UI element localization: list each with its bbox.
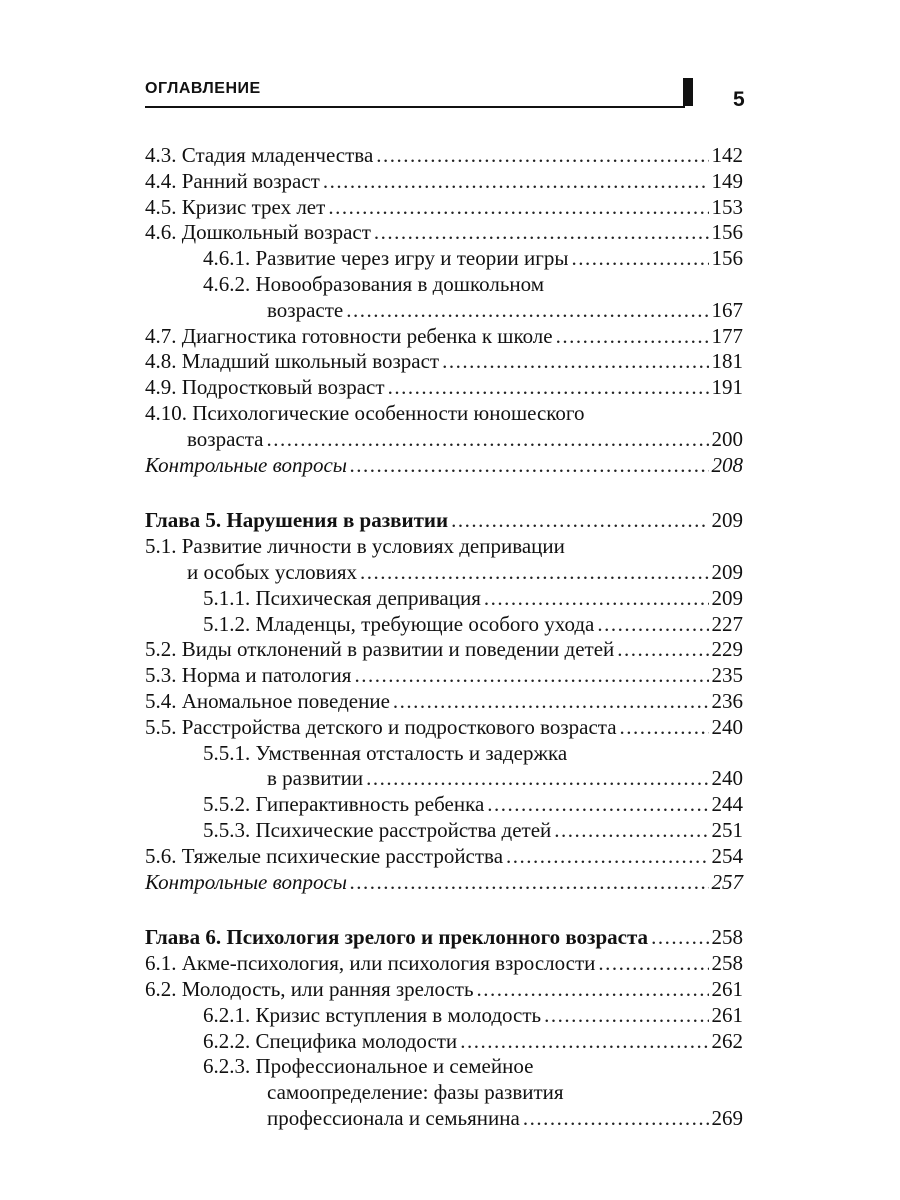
toc-chapter-heading: Глава 5. Нарушения в развитии ..... 209 [145,508,743,534]
leader-dots [523,1106,709,1132]
leader-dots [442,349,708,375]
leader-dots [350,870,708,896]
running-header [145,80,685,108]
toc-page: 235 [711,663,743,688]
toc-page: 240 [711,766,743,791]
toc-entry-review-questions: Контрольные вопросы ..... 257 [145,870,743,896]
toc-entry: 4.5. Кризис трех лет ..... 153 [145,195,743,221]
leader-dots [266,427,708,453]
toc-page: 191 [711,375,743,400]
toc-entry-continuation: возраста ..... 200 [145,427,743,453]
toc-page: 261 [711,1002,743,1027]
toc-entry: 4.6. Дошкольный возраст ..... 156 [145,220,743,246]
toc-entry: 6.2.1. Кризис вступления в молодость ..... 261 [145,1003,743,1029]
leader-dots [597,612,708,638]
running-title: ОГЛАВЛЕНИЕ [145,80,261,97]
toc-entry: 4.10. Психологические особенности юношеского [145,400,585,425]
toc-entry: 4.6.2. Новообразования в дошкольном [203,271,545,296]
toc-entry: 6.2.2. Специфика молодости ..... 262 [145,1029,743,1055]
toc-entry: 5.5. Расстройства детского и подросткового возраста ..... 240 [145,715,743,741]
leader-dots [571,246,708,272]
toc-entry: 4.4. Ранний возраст ..... 149 [145,169,743,195]
toc-page: 181 [711,349,743,374]
leader-dots [323,169,709,195]
leader-dots [393,689,709,715]
leader-dots [388,375,709,401]
toc-entry: 5.5.2. Гиперактивность ребенка ..... 244 [145,792,743,818]
leader-dots [598,951,708,977]
toc-page: 258 [711,951,743,976]
toc-page: 200 [711,426,743,451]
toc-page: 254 [711,843,743,868]
toc-page: 269 [711,1105,743,1130]
toc-page: 229 [711,637,743,662]
toc-entry: 6.1. Акме-психология, или психология взрослости ..... 258 [145,951,743,977]
toc-entry-review-questions: Контрольные вопросы ..... 208 [145,453,743,479]
toc-page: 209 [711,508,743,533]
toc-entry: 5.5.1. Умственная отсталость и задержка [203,740,568,765]
leader-dots [554,818,708,844]
toc-page: 209 [711,559,743,584]
leader-dots [366,766,708,792]
toc-entry: 4.8. Младший школьный возраст ..... 181 [145,349,743,375]
toc-page: 167 [711,297,743,322]
toc-entry-continuation: профессионала и семьянина ..... 269 [145,1106,743,1132]
toc-entry: 6.2.3. Профессиональное и семейное [203,1054,534,1079]
leader-dots [460,1029,708,1055]
toc-entry: 4.7. Диагностика готовности ребенка к школе ..... 177 [145,324,743,350]
toc-page: 209 [711,585,743,610]
toc-page: 149 [711,168,743,193]
toc-entry-continuation: и особых условиях ..... 209 [145,560,743,586]
leader-dots [651,925,708,951]
toc-entry: 5.3. Норма и патология ..... 235 [145,663,743,689]
leader-dots [354,663,708,689]
leader-dots [506,844,708,870]
leader-dots [360,560,709,586]
toc-page: 251 [711,817,743,842]
toc-page: 258 [711,925,743,950]
toc-entry: 5.1.1. Психическая депривация ..... 209 [145,586,743,612]
toc-page: 142 [711,143,743,167]
leader-dots [477,977,709,1003]
toc-page: 156 [711,246,743,271]
toc-page: 153 [711,194,743,219]
toc-page: 244 [711,792,743,817]
chapter-gap [145,478,743,508]
toc-entry: 5.5.3. Психические расстройства детей ..... 251 [145,818,743,844]
leader-dots [350,453,708,479]
toc-page: 257 [711,869,743,894]
toc-entry-continuation: возрасте ..... 167 [145,298,743,324]
leader-dots [328,195,708,221]
toc-page: 227 [711,611,743,636]
leader-dots [451,508,708,534]
toc-entry: 5.1. Развитие личности в условиях депривации [145,534,565,559]
toc-entry: 5.6. Тяжелые психические расстройства ..... 254 [145,844,743,870]
toc-page: 236 [711,688,743,713]
leader-dots [620,715,709,741]
toc-page: 262 [711,1028,743,1053]
toc-chapter-heading: Глава 6. Психология зрелого и преклонного возраста ..... 258 [145,925,743,951]
leader-dots [556,324,709,350]
toc-entry: 4.6.1. Развитие через игру и теории игры ..... 156 [145,246,743,272]
leader-dots [544,1003,708,1029]
toc-entry: 4.3. Стадия младенчества ..... 142 [145,143,743,169]
table-of-contents [145,143,743,1132]
toc-page: 240 [711,714,743,739]
toc-entry: 5.2. Виды отклонений в развитии и поведении детей ..... 229 [145,637,743,663]
toc-page: 177 [711,323,743,348]
toc-page: 261 [711,976,743,1001]
toc-page: 208 [711,452,743,477]
chapter-gap [145,895,743,925]
leader-dots [487,792,708,818]
leader-dots [617,637,708,663]
toc-entry: 4.9. Подростковый возраст ..... 191 [145,375,743,401]
header-marker-bar [683,78,693,106]
toc-entry: 6.2. Молодость, или ранняя зрелость ..... 261 [145,977,743,1003]
page-number: 5 [733,88,745,111]
leader-dots [346,298,708,324]
toc-entry: 5.4. Аномальное поведение ..... 236 [145,689,743,715]
leader-dots [374,220,709,246]
toc-entry-continuation: в развитии ..... 240 [145,766,743,792]
toc-entry: 5.1.2. Младенцы, требующие особого ухода ..... 227 [145,612,743,638]
leader-dots [376,143,708,169]
toc-page: 156 [711,220,743,245]
toc-entry-continuation: самоопределение: фазы развития [267,1080,564,1105]
leader-dots [484,586,709,612]
